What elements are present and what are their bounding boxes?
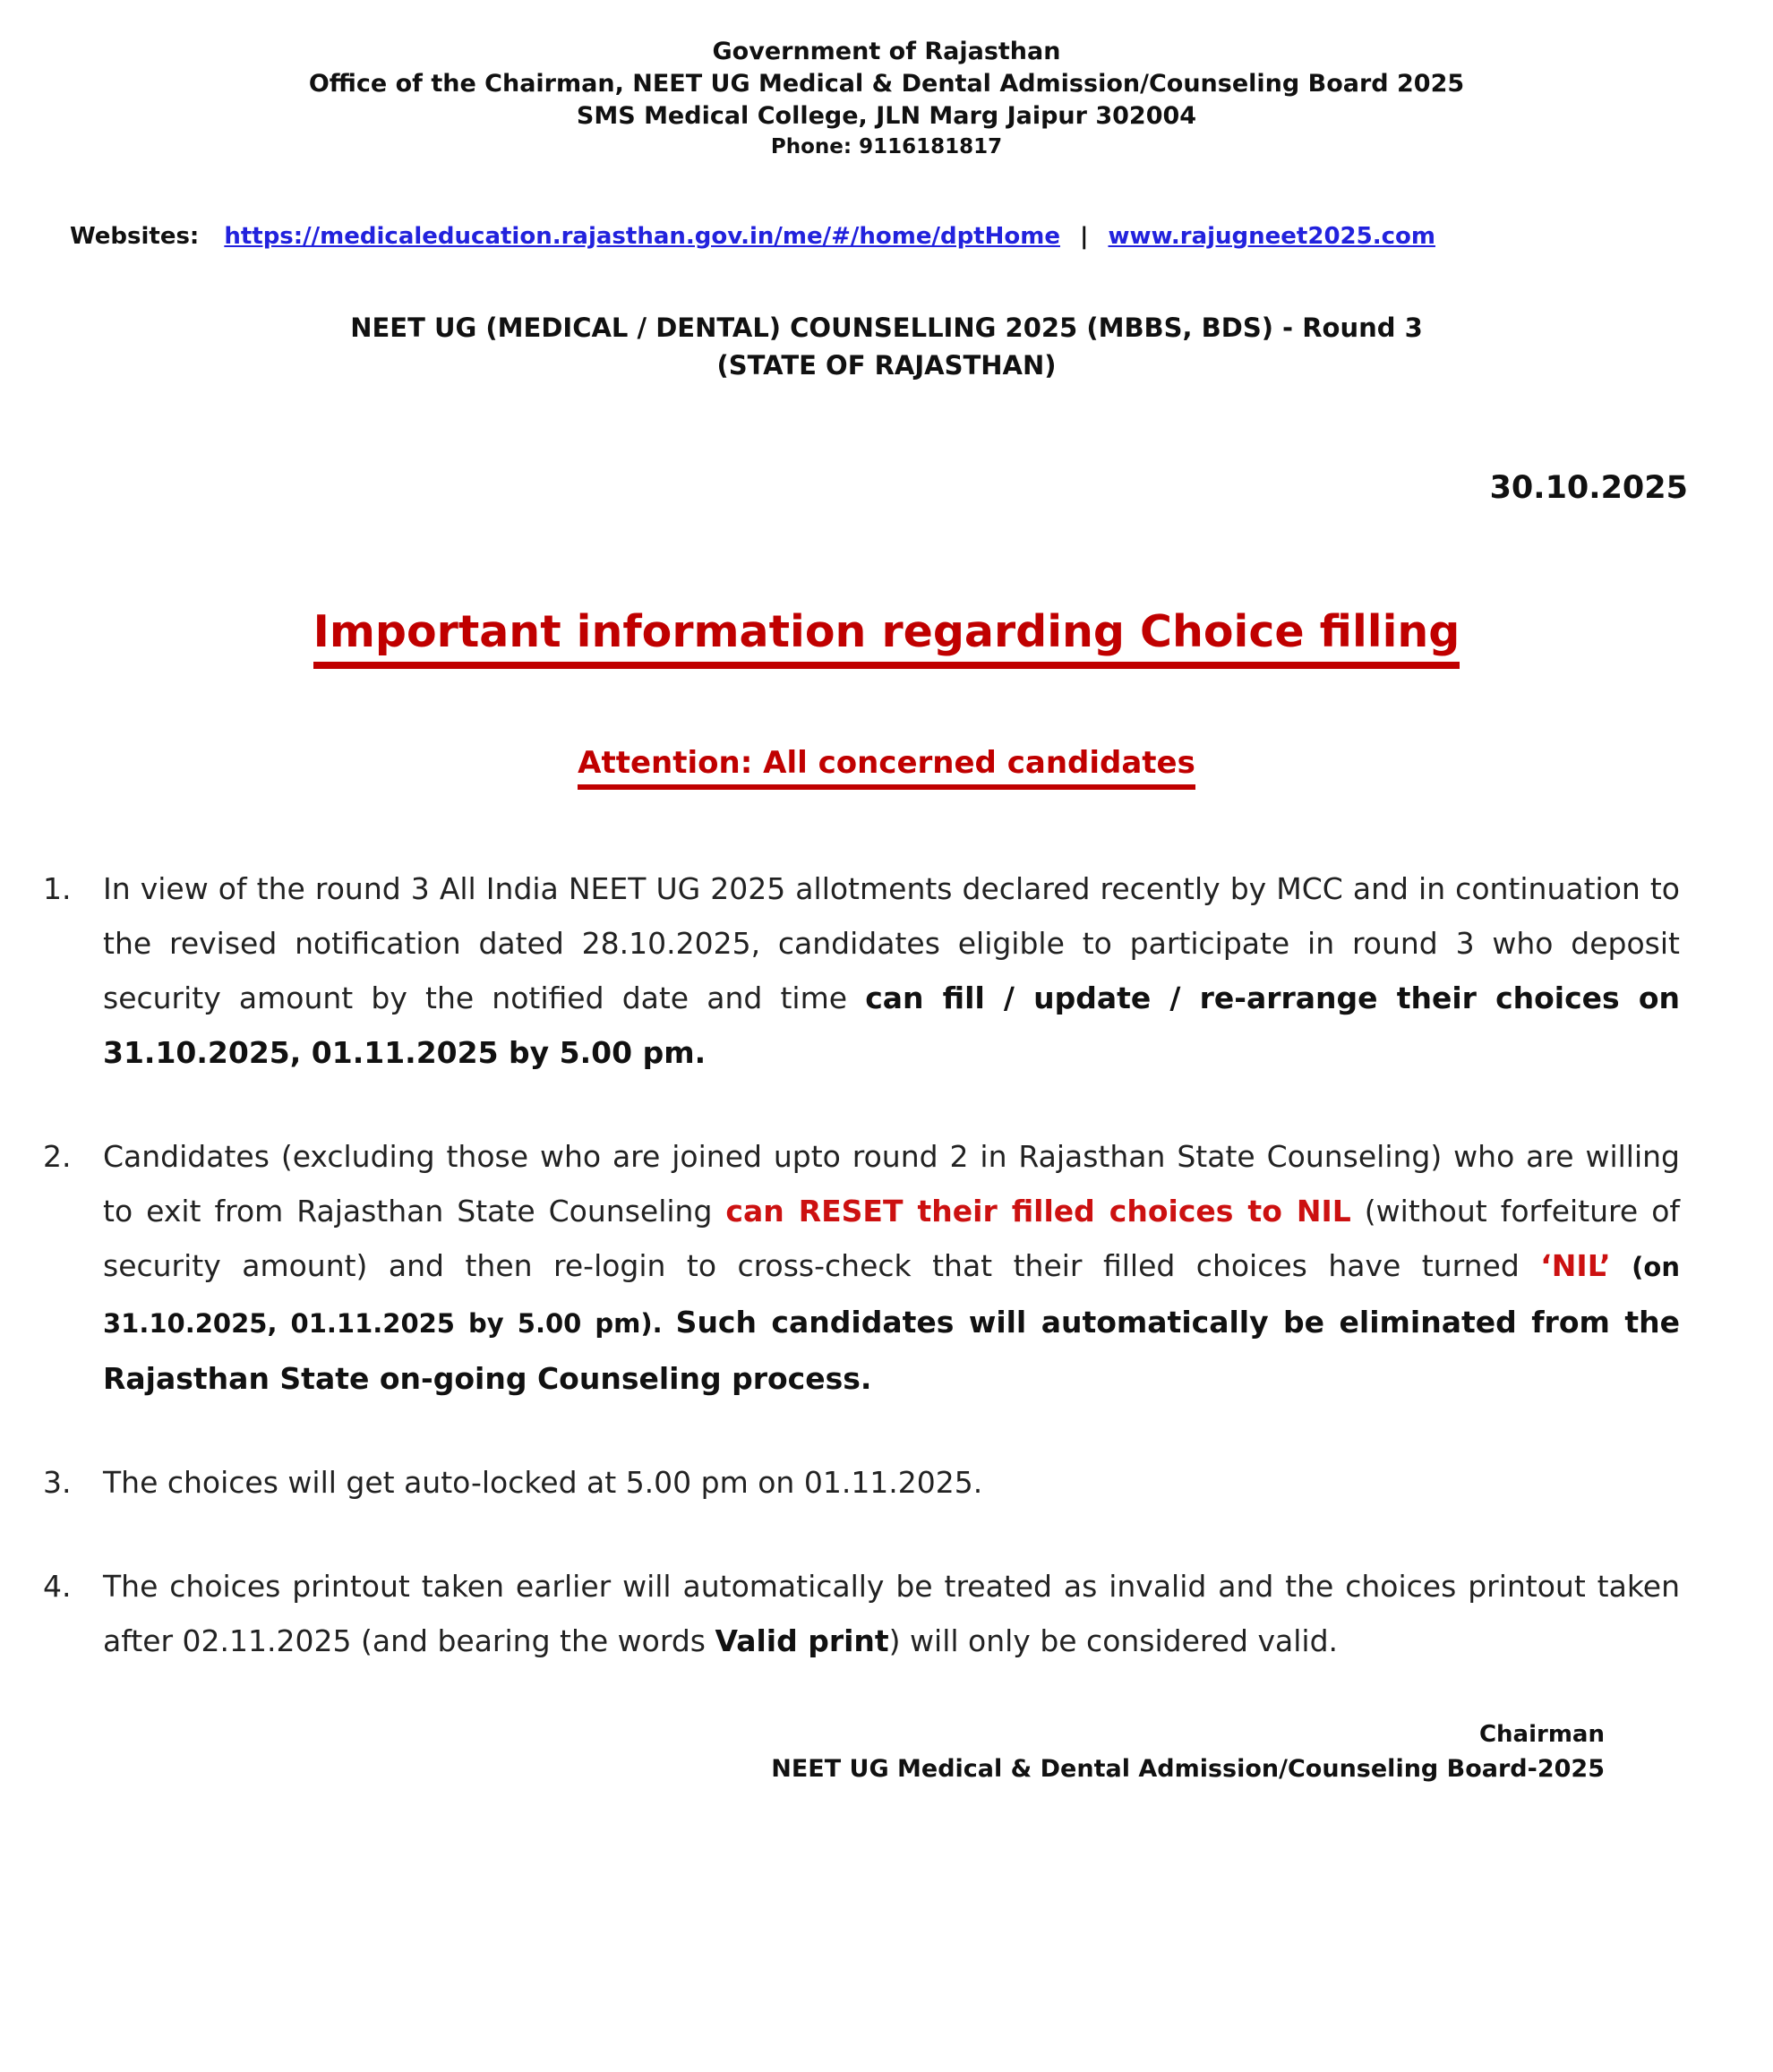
letterhead-office: Office of the Chairman, NEET UG Medical & Dental Admission/Counseling Board 2025: [308, 70, 1465, 98]
notice-item-1: [43, 861, 1680, 1080]
document-title: [0, 309, 1773, 384]
signature-block: [0, 1717, 1773, 1787]
letterhead-college-address: SMS Medical College, JLN Marg Jaipur 302004: [576, 102, 1197, 130]
letterhead: [0, 0, 1773, 162]
notice-item-text: [103, 1139, 1680, 1396]
attention-subheading: [0, 744, 1773, 790]
text-segment-redbold: ‘NIL’: [1540, 1248, 1611, 1283]
notice-list: [0, 861, 1773, 1668]
website-link-medicaleducation[interactable]: https://medicaleducation.rajasthan.gov.in/me/#/home/dptHome: [224, 223, 1060, 250]
text-segment-normal: In view of the round 3 All India NEET UG 2025 allotments declared recently by MCC and in continuation to the revised notification dated 28.10.2025, candidates eligible to participate in round 3 who deposit security amount by the notified date and time: [103, 871, 1680, 1015]
attention-subheading-text: Attention: All concerned candidates: [578, 744, 1195, 790]
notice-item-3: [43, 1455, 1680, 1510]
text-segment-normal: ) will only be considered valid.: [888, 1623, 1339, 1658]
notice-item-number: 1.: [43, 871, 72, 906]
websites-separator: |: [1079, 223, 1089, 250]
notice-item-text: [103, 1569, 1680, 1658]
website-link-rajugneet[interactable]: www.rajugneet2025.com: [1108, 223, 1435, 250]
document-title-line1: NEET UG (MEDICAL / DENTAL) COUNSELLING 2025 (MBBS, BDS) - Round 3: [350, 313, 1423, 343]
text-segment-boldsmall: (on 31.10.2025, 01.11.2025 by 5.00 pm).: [103, 1252, 1680, 1339]
notice-item-number: 2.: [43, 1139, 72, 1174]
text-segment-redbold: can RESET their filled choices to NIL: [725, 1194, 1351, 1229]
notice-item-text: [103, 871, 1680, 1070]
signature-designation: Chairman: [1478, 1721, 1605, 1748]
main-heading: [0, 606, 1773, 669]
text-segment-normal: (without forfeiture of security amount) and then re-login to cross-check that their filled choices have turned: [103, 1194, 1680, 1283]
letterhead-government: Government of Rajasthan: [712, 38, 1061, 65]
notice-item-text: [103, 1465, 982, 1500]
websites-row: [0, 221, 1773, 252]
text-segment-normal: The choices printout taken earlier will automatically be treated as invalid and the choices printout taken after 02.11.2025 (and bearing the words: [103, 1569, 1680, 1658]
text-segment-bold: can fill / update / re-arrange their choices on 31.10.2025, 01.11.2025 by 5.00 pm.: [103, 980, 1681, 1070]
document-date: 30.10.2025: [1489, 470, 1688, 506]
notice-item-2: [43, 1129, 1680, 1406]
websites-label: Websites:: [70, 223, 200, 250]
text-segment-normal: [1611, 1248, 1632, 1283]
text-segment-bold: Valid print: [715, 1623, 889, 1658]
notice-item-4: [43, 1559, 1680, 1668]
letterhead-phone: Phone: 9116181817: [770, 135, 1003, 158]
notice-item-number: 3.: [43, 1465, 72, 1500]
text-segment-normal: Candidates (excluding those who are joined upto round 2 in Rajasthan State Counseling) who are willing to exit from Rajasthan State Counseling: [103, 1139, 1680, 1229]
text-segment-bold: Such candidates will automatically be eliminated from the Rajasthan State on-going Counseling process.: [103, 1305, 1680, 1396]
text-segment-normal: The choices will get auto-locked at 5.00 pm on 01.11.2025.: [103, 1465, 983, 1500]
document-title-line2: (STATE OF RAJASTHAN): [716, 350, 1057, 381]
signature-board: NEET UG Medical & Dental Admission/Counseling Board-2025: [771, 1755, 1605, 1783]
notice-item-number: 4.: [43, 1569, 72, 1604]
main-heading-text: Important information regarding Choice filling: [313, 606, 1460, 669]
